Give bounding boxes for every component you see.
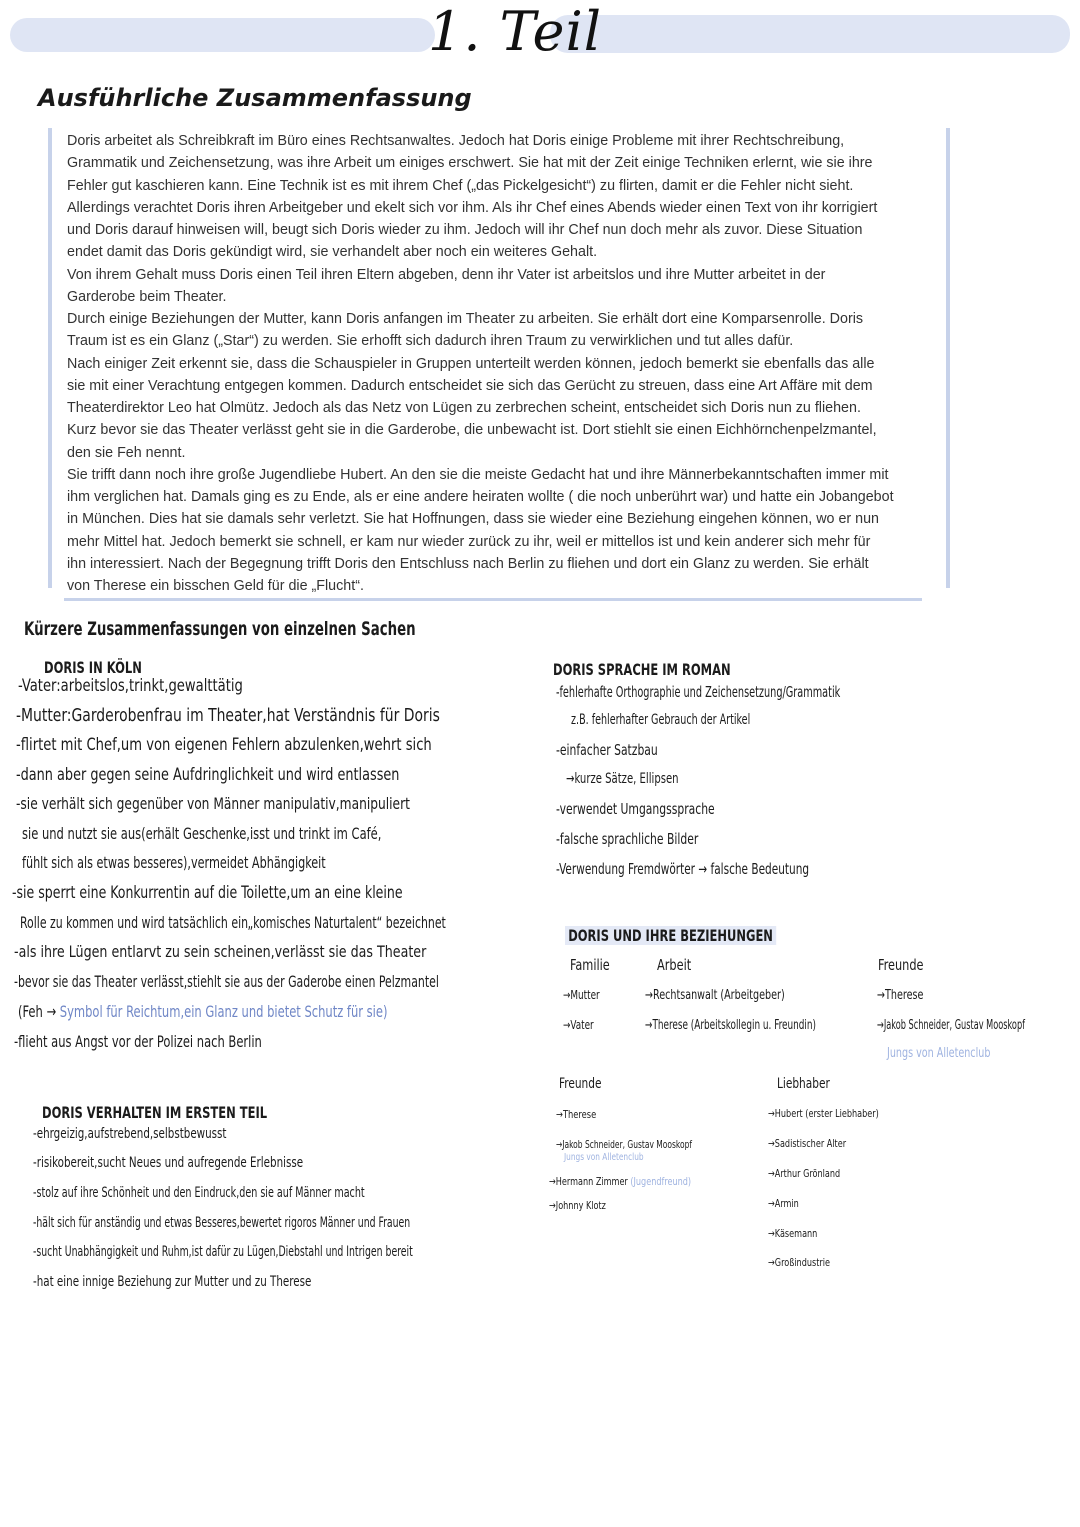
list-item: →Käsemann <box>768 1227 818 1240</box>
list-item: -Mutter:Garderobenfrau im Theater,hat Verständnis für Doris <box>16 705 440 726</box>
list-item: z.B. fehlerhafter Gebrauch der Artikel <box>571 712 751 728</box>
page-title: 1. Teil <box>428 0 603 63</box>
list-item: →Sadistischer Alter <box>768 1137 847 1150</box>
list-item: →kurze Sätze, Ellipsen <box>566 771 679 787</box>
list-item: Rolle zu kommen und wird tatsächlich ein„komisches Naturtalent“ bezeichnet <box>20 913 446 932</box>
summary-text <box>67 130 937 597</box>
feh-prefix: (Feh → <box>18 1002 57 1021</box>
summary-line: Garderobe beim Theater. <box>67 288 227 305</box>
list-item: -bevor sie das Theater verlässt,stiehlt sie aus der Gaderobe einen Pelzmantel <box>14 972 439 991</box>
summary-line: Allerdings verachtet Doris ihren Arbeitgeber und ekelt sich vor ihm. Als ihr Chef eines Abends wieder einen Text von ihr korrigiert <box>67 199 878 216</box>
name: →Hermann Zimmer <box>549 1175 628 1188</box>
list-item: →Therese (Arbeitskollegin u. Freundin) <box>645 1018 816 1033</box>
heading-verhalten: DORIS VERHALTEN IM ERSTEN TEIL <box>42 1103 268 1122</box>
divider <box>64 598 922 601</box>
heading-beziehungen: DORIS UND IHRE BEZIEHUNGEN <box>565 926 776 945</box>
note: Jungs von Alletenclub <box>564 1152 644 1163</box>
summary-line: Doris arbeitet als Schreibkraft im Büro eines Rechtsanwaltes. Jedoch hat Doris einige Probleme mit ihrer Rechtschreibung, <box>67 133 845 149</box>
summary-line: Kurz bevor sie das Theater verlässt geht sie in die Garderobe, die unbewacht ist. Dort stiehlt sie einen Eichhörnchenpelzmantel, <box>67 422 877 439</box>
list-item <box>549 1175 691 1188</box>
summary-line: von Therese ein bisschen Geld für die „Flucht“. <box>67 578 364 594</box>
heading-sprache: DORIS SPRACHE IM ROMAN <box>553 660 731 679</box>
list-item: -flieht aus Angst vor der Polizei nach Berlin <box>14 1032 262 1051</box>
list-item: -sie verhält sich gegenüber von Männer manipulativ,manipuliert <box>16 794 410 813</box>
summary-line: Von ihrem Gehalt muss Doris einen Teil ihren Eltern abgeben, denn ihr Vater ist arbeitslos und ihre Mutter arbeitet in der <box>67 266 826 283</box>
summary-line: Sie trifft dann noch ihre große Jugendliebe Hubert. An den sie die meiste Gedacht hat und ihre Männerbekanntschaften immer mit <box>67 466 889 483</box>
column-header-freunde: Freunde <box>559 1076 602 1092</box>
feh-note: Symbol für Reichtum,ein Glanz und bietet Schutz für sie) <box>59 1002 388 1021</box>
list-item: -hält sich für anständig und etwas Besseres,bewertet rigoros Männer und Frauen <box>33 1215 411 1231</box>
summary-line: sie mit einer Verachtung entgegen kommen. Dadurch entscheidet sie sich das Gerücht zu streuen, dass eine Art Affäre mit dem <box>67 377 873 394</box>
summary-line: Grammatik und Zeichensetzung, was ihre Arbeit um einiges erschwert. Sie hat mit der Zeit einige Techniken erlernt, wie sie ihre <box>67 155 873 172</box>
note: (Jugendfreund) <box>630 1175 692 1188</box>
section-title-summary: Ausführliche Zusammenfassung <box>38 84 472 112</box>
summary-line: Nach einiger Zeit erkennt sie, dass die Schauspieler in Gruppen unterteilt werden können, jedoch bemerkt sie ebenfalls das alle <box>67 355 875 372</box>
list-item: →Armin <box>768 1197 799 1210</box>
summary-line: in München. Dies hat sie damals sehr verletzt. Sie hat Hoffnungen, dass sie wieder eine Beziehung eingehen können, wo er nun <box>67 511 879 528</box>
list-item: →Jakob Schneider, Gustav Mooskopf <box>556 1138 692 1151</box>
list-item: -verwendet Umgangssprache <box>556 800 715 818</box>
summary-line: Traum ist es ein Glanz („Star“) zu werden. Sie erhofft sich dadurch ihren Traum zu verwirklichen und tut alles dafür. <box>67 333 794 350</box>
summary-line: den sie Feh nennt. <box>67 444 186 461</box>
list-item: -als ihre Lügen entlarvt zu sein scheinen,verlässt sie das Theater <box>14 942 427 961</box>
summary-line: ihn interessiert. Nach der Begegnung trifft Doris den Entschluss nach Berlin zu fliehen und dort ein Glanz zu werden. Sie erhält <box>67 555 869 572</box>
list-item: →Arthur Grönland <box>768 1167 841 1180</box>
list-item: -ehrgeizig,aufstrebend,selbstbewusst <box>33 1126 227 1142</box>
summary-line: mehr Mittel hat. Jedoch bemerkt sie schnell, er kam nur wieder zurück zu ihr, weil er mittellos ist und kein anderer sich mehr für <box>67 533 871 550</box>
list-item: -risikobereit,sucht Neues und aufregende Erlebnisse <box>33 1155 304 1171</box>
heading-koeln: DORIS IN KÖLN <box>44 658 142 677</box>
note: Jungs von Alletenclub <box>887 1046 991 1061</box>
column-header-liebhaber: Liebhaber <box>777 1076 830 1092</box>
list-item: -fehlerhafte Orthographie und Zeichensetzung/Grammatik <box>556 683 841 701</box>
list-item: →Vater <box>563 1018 594 1032</box>
list-item: -hat eine innige Beziehung zur Mutter und zu Therese <box>33 1274 312 1290</box>
list-item: →Therese <box>556 1108 597 1121</box>
list-item: -einfacher Satzbau <box>556 741 658 759</box>
list-item: -sie sperrt eine Konkurrentin auf die Toilette,um an eine kleine <box>12 883 403 903</box>
summary-line: Theaterdirektor Leo hat Olmütz. Jedoch als das Netz von Lügen zu zerbrechen scheint, entscheidet sich Doris nun zu fliehen. <box>67 400 861 416</box>
summary-line: und Doris darauf hinweisen will, beugt sich Doris wieder zu ihm. Jedoch will ihr Chef nun doch mehr als zuvor. Diese Situation <box>67 222 863 238</box>
summary-line: ihm verglichen hat. Damals ging es zu Ende, als er eine andere heiraten wollte ( die noch unberührt war) und hatte ein Jobangebot <box>67 489 894 505</box>
column-header-freunde: Freunde <box>878 956 924 974</box>
list-item: -Verwendung Fremdwörter → falsche Bedeutung <box>556 860 810 878</box>
column-header-familie: Familie <box>570 956 610 974</box>
list-item: →Mutter <box>563 988 600 1002</box>
summary-line: Fehler gut kaschieren kann. Eine Technik ist es mit ihrem Chef („das Pickelgesicht“) zu flirten, damit er die Fehler nicht sieht. <box>67 177 854 194</box>
list-item <box>18 1002 387 1021</box>
section-title-short-summaries: Kürzere Zusammenfassungen von einzelnen Sachen <box>24 618 416 640</box>
list-item: -flirtet mit Chef,um von eigenen Fehlern abzulenken,wehrt sich <box>16 735 432 755</box>
header-decor-right <box>550 15 1070 53</box>
header-decor-left <box>10 18 435 52</box>
list-item: →Johnny Klotz <box>549 1199 606 1212</box>
list-item: fühlt sich als etwas besseres),vermeidet Abhängigkeit <box>22 853 326 872</box>
list-item: -dann aber gegen seine Aufdringlichkeit und wird entlassen <box>16 765 400 785</box>
list-item: →Jakob Schneider, Gustav Mooskopf <box>877 1018 1026 1033</box>
list-item: -Vater:arbeitslos,trinkt,gewalttätig <box>18 676 243 696</box>
list-item: →Rechtsanwalt (Arbeitgeber) <box>645 988 785 1003</box>
list-item: -falsche sprachliche Bilder <box>556 830 699 848</box>
list-item: →Therese <box>877 988 924 1003</box>
list-item: →Großindustrie <box>768 1256 830 1269</box>
list-item: →Hubert (erster Liebhaber) <box>768 1107 879 1120</box>
list-item: -sucht Unabhängigkeit und Ruhm,ist dafür zu Lügen,Diebstahl und Intrigen bereit <box>33 1244 413 1260</box>
list-item: -stolz auf ihre Schönheit und den Eindruck,den sie auf Männer macht <box>33 1185 365 1201</box>
summary-line: Durch einige Beziehungen der Mutter, kann Doris anfangen im Theater zu arbeiten. Sie erhält dort eine Komparsenrolle. Doris <box>67 311 864 327</box>
list-item: sie und nutzt sie aus(erhält Geschenke,isst und trinkt im Café, <box>22 824 382 843</box>
summary-line: endet damit das Doris gekündigt wird, sie verhandelt aber noch ein weiteres Gehalt. <box>67 244 598 261</box>
column-header-arbeit: Arbeit <box>657 956 692 974</box>
